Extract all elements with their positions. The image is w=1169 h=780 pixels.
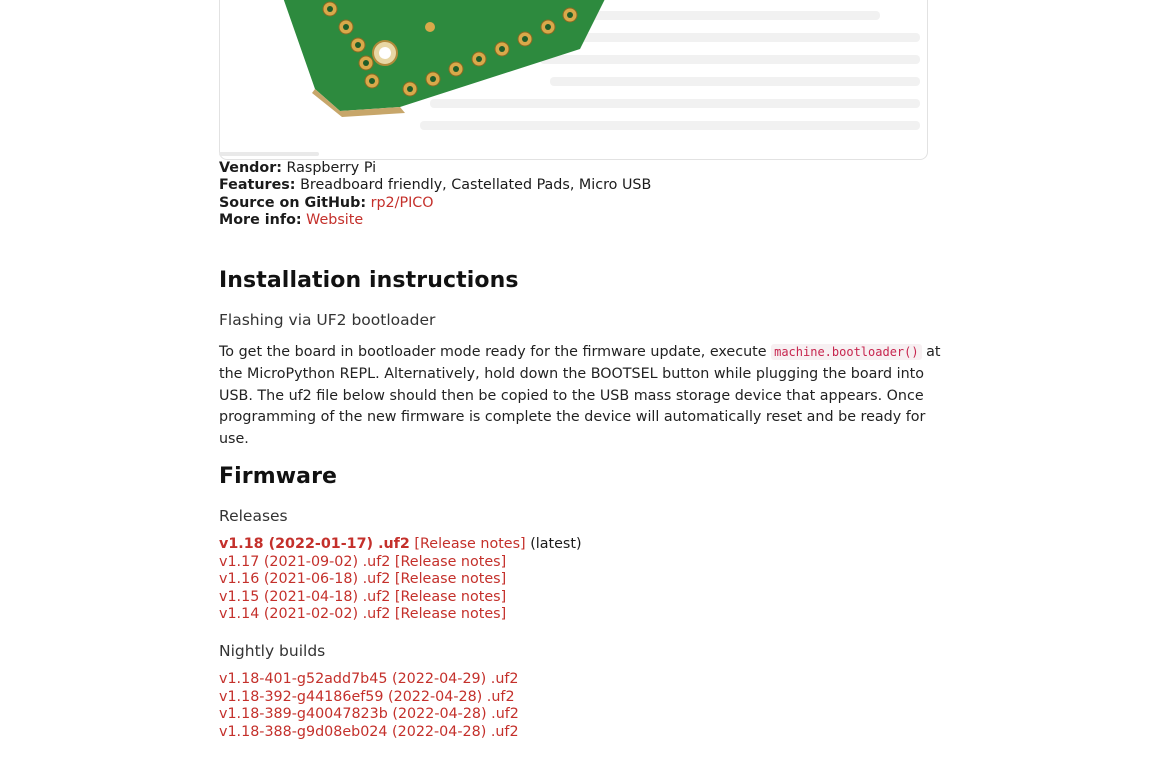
vendor-label: Vendor: (219, 160, 282, 176)
features-value: Breadboard friendly, Castellated Pads, Micro USB (300, 177, 652, 194)
firmware-heading: Firmware (219, 464, 338, 489)
releases-list (219, 536, 582, 624)
website-link[interactable]: Website (306, 212, 364, 229)
source-github-link[interactable]: rp2/PICO (370, 194, 434, 211)
nightly-download-link[interactable]: v1.18-401-g52add7b45 (2022-04-29) .uf2 (219, 671, 519, 687)
release-notes-link[interactable]: [Release notes] (394, 606, 507, 622)
release-row (219, 571, 582, 589)
release-notes-link[interactable]: [Release notes] (394, 588, 507, 605)
release-row (219, 554, 582, 572)
installation-text-2: at the MicroPython REPL. Alternatively, hold down the BOOTSEL button while plugging the board into USB. The uf2 file below should then be copied to the USB mass storage device that appears. Once programming of the new firmware is complete the device will automatically reset and be ready for use. (219, 344, 941, 448)
release-download-link[interactable]: v1.15 (2021-04-18) .uf2 (219, 588, 391, 605)
latest-tag: (latest) (530, 536, 582, 552)
nightly-builds-list (219, 671, 519, 741)
release-download-link[interactable]: v1.16 (2021-06-18) .uf2 (219, 571, 391, 587)
features-label: Features: (219, 177, 296, 194)
raspberry-pi-pico-board-image (220, 0, 928, 160)
more-info-label: More info: (219, 212, 302, 229)
installation-heading: Installation instructions (219, 268, 519, 293)
nightly-download-link[interactable]: v1.18-388-g9d08eb024 (2022-04-28) .uf2 (219, 723, 519, 740)
release-download-link[interactable]: v1.14 (2021-02-02) .uf2 (219, 606, 391, 622)
release-row (219, 606, 582, 624)
nightly-builds-subheading: Nightly builds (219, 642, 326, 660)
release-download-link[interactable]: v1.17 (2021-09-02) .uf2 (219, 553, 391, 570)
board-metadata (219, 160, 651, 230)
more-info-row (219, 212, 651, 229)
uf2-bootloader-subheading: Flashing via UF2 bootloader (219, 311, 436, 329)
nightly-row (219, 724, 519, 742)
features-row (219, 177, 651, 194)
nightly-download-link[interactable]: v1.18-392-g44186ef59 (2022-04-28) .uf2 (219, 688, 515, 705)
release-download-link[interactable]: v1.18 (2022-01-17) .uf2 (219, 536, 410, 552)
image-scroll-indicator (219, 152, 319, 156)
installation-paragraph (219, 342, 954, 451)
nightly-row (219, 706, 519, 724)
release-notes-link[interactable]: [Release notes] (394, 571, 507, 587)
source-label: Source on GitHub: (219, 194, 367, 211)
bootloader-code: machine.bootloader() (771, 344, 922, 360)
release-row (219, 536, 582, 554)
release-notes-link[interactable]: [Release notes] (394, 553, 507, 570)
nightly-download-link[interactable]: v1.18-389-g40047823b (2022-04-28) .uf2 (219, 706, 519, 722)
board-image (219, 0, 928, 160)
nightly-row (219, 671, 519, 689)
installation-text-1: To get the board in bootloader mode ready for the firmware update, execute (219, 344, 772, 360)
nightly-row (219, 689, 519, 707)
source-row (219, 195, 651, 212)
release-notes-link[interactable]: [Release notes] (414, 536, 526, 552)
release-row (219, 589, 582, 607)
releases-subheading: Releases (219, 507, 288, 525)
vendor-value: Raspberry Pi (286, 160, 377, 176)
vendor-row (219, 160, 651, 177)
